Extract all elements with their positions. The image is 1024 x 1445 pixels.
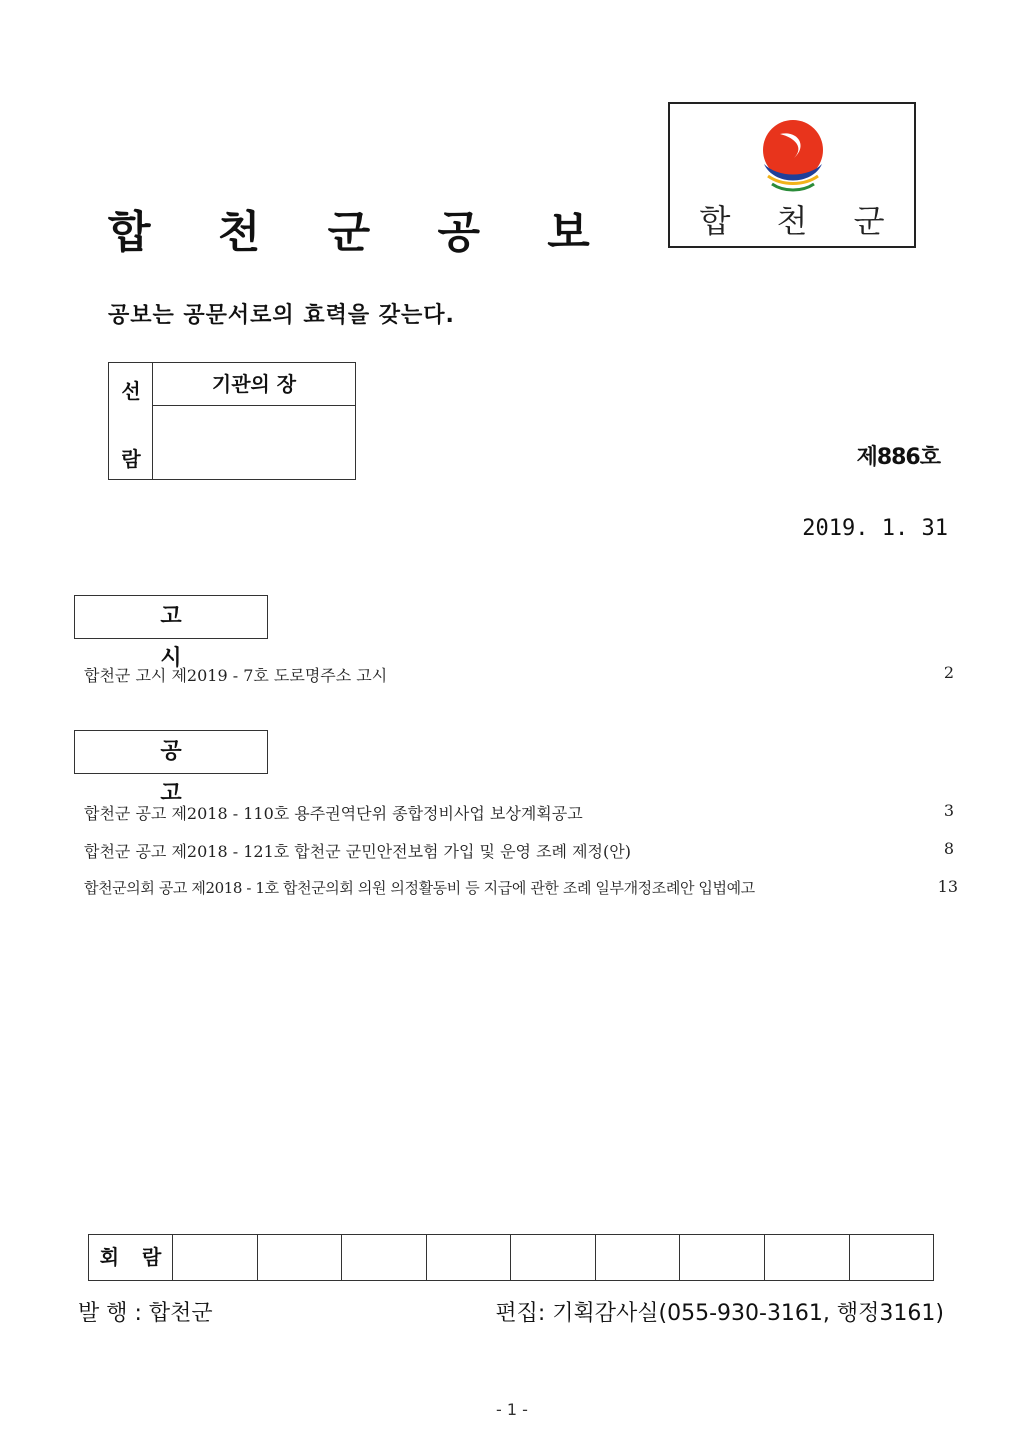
logo-county-name: 합 천 군	[699, 202, 903, 240]
circulation-cell	[596, 1235, 681, 1280]
seonram-header: 기관의 장	[153, 363, 355, 406]
publisher: 발 행 : 합천군	[78, 1301, 213, 1326]
issue-date: 2019. 1. 31	[802, 516, 948, 541]
entry-page: 8	[943, 839, 954, 858]
entry-page: 2	[943, 663, 954, 682]
list-item[interactable]	[84, 839, 1024, 863]
section-heading-gonggo: 공 고	[74, 730, 268, 774]
entry-text: 합천군의회 공고 제2018 - 1호 합천군의회 의원 의정활동비 등 지급에 관한 조례 일부개정조례안 입법예고	[84, 879, 755, 897]
county-emblem-icon	[758, 116, 828, 196]
entry-text: 합천군 고시 제2019 - 7호 도로명주소 고시	[84, 666, 388, 685]
seonram-label-bottom: 람	[121, 447, 141, 471]
list-item[interactable]	[84, 801, 1024, 825]
list-item[interactable]	[84, 877, 1024, 901]
list-item[interactable]	[84, 663, 1024, 687]
circulation-cell	[765, 1235, 850, 1280]
circulation-label: 회 람	[89, 1235, 173, 1280]
circulation-cell	[173, 1235, 258, 1280]
issue-number: 제886호	[856, 445, 940, 470]
circulation-cell	[850, 1235, 934, 1280]
circulation-table	[88, 1234, 934, 1281]
seonram-box	[108, 362, 356, 480]
county-logo-box	[668, 102, 916, 248]
document-title: 합 천 군 공 보	[108, 207, 616, 258]
entry-page: 13	[937, 877, 958, 896]
circulation-cell	[427, 1235, 512, 1280]
motto: 공보는 공문서로의 효력을 갖는다.	[108, 303, 455, 328]
circulation-cell	[342, 1235, 427, 1280]
circulation-cell	[680, 1235, 765, 1280]
entry-page: 3	[943, 801, 954, 820]
entry-text: 합천군 공고 제2018 - 110호 용주권역단위 종합정비사업 보상계획공고	[84, 804, 583, 823]
editor-contact: 편집: 기획감사실(055-930-3161, 행정3161)	[495, 1301, 944, 1326]
seonram-label-top: 선	[121, 379, 141, 403]
page-number: - 1 -	[496, 1400, 528, 1419]
circulation-cell	[511, 1235, 596, 1280]
section-heading-gosi: 고 시	[74, 595, 268, 639]
entry-text: 합천군 공고 제2018 - 121호 합천군 군민안전보험 가입 및 운영 조례 제정(안)	[84, 842, 631, 861]
circulation-cell	[258, 1235, 343, 1280]
